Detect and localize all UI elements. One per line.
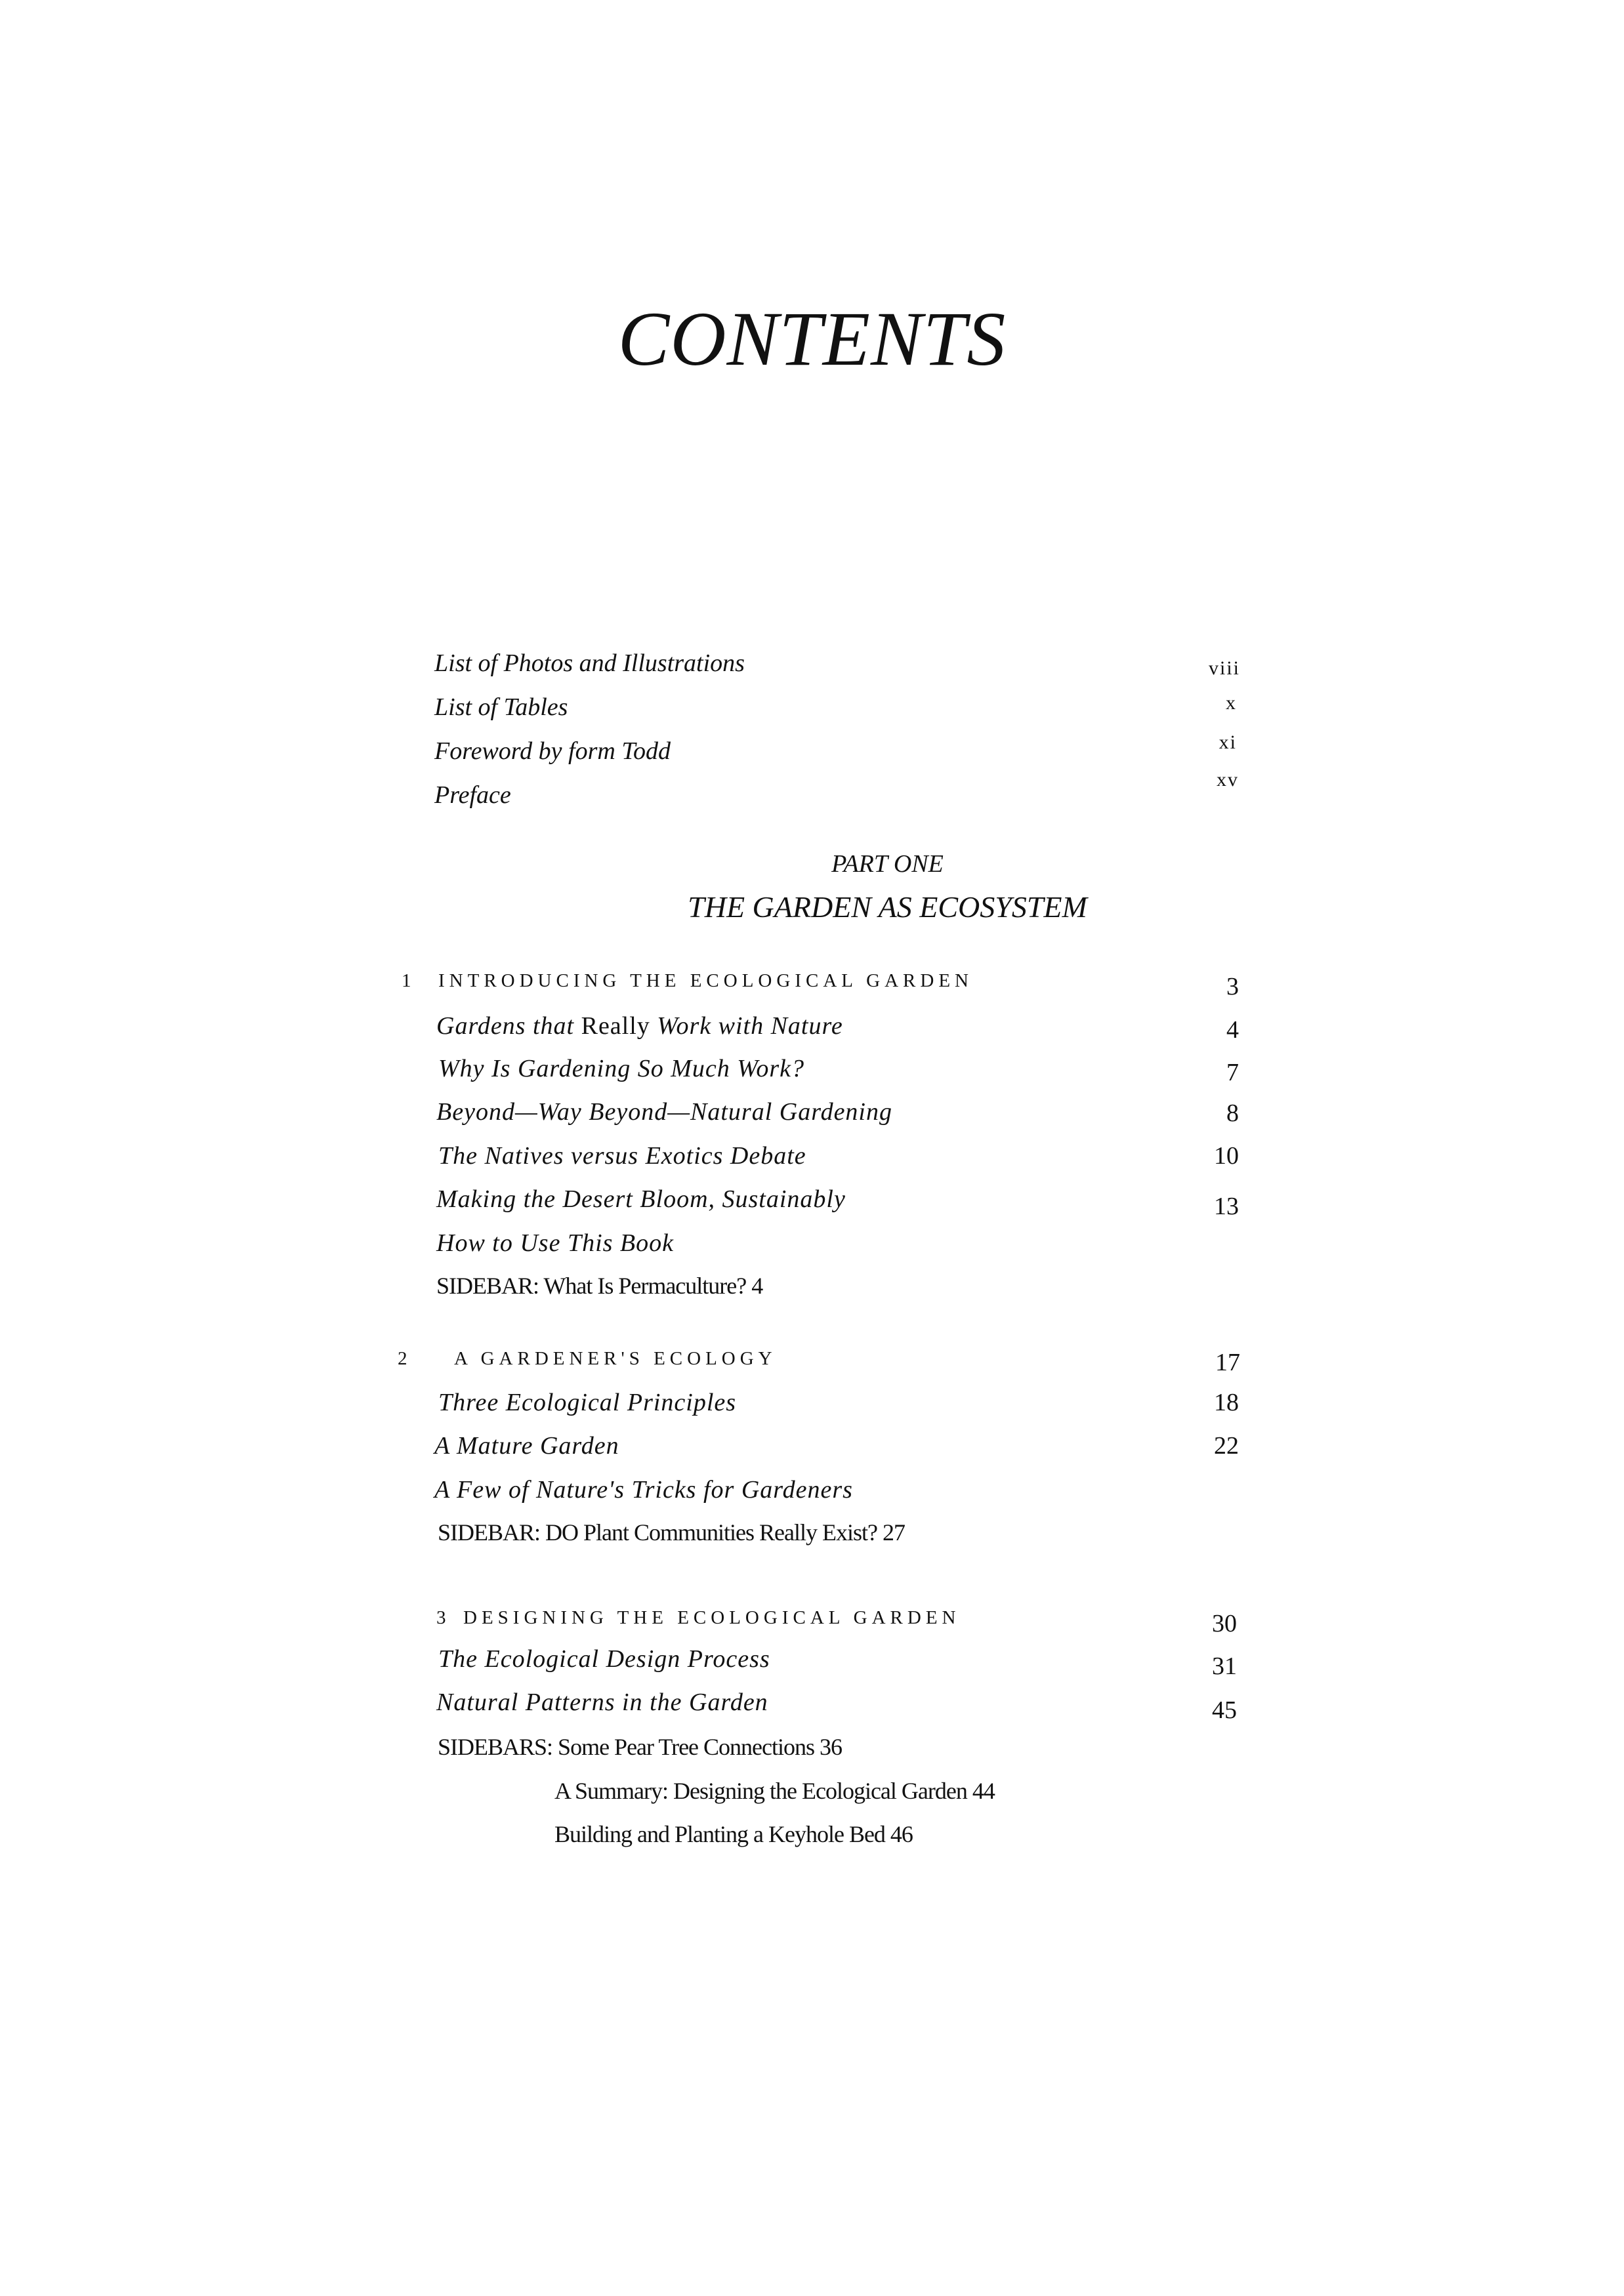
toc-entry: Beyond—Way Beyond—Natural Gardening [436, 1098, 892, 1126]
toc-entry-page: 18 [1214, 1389, 1239, 1416]
toc-entry-page: 7 [1226, 1059, 1239, 1086]
toc-entry-page: 45 [1212, 1696, 1237, 1724]
toc-entry-page: 22 [1214, 1432, 1239, 1460]
chapter-page: 30 [1212, 1610, 1237, 1637]
toc-entry-page: 13 [1214, 1193, 1239, 1220]
front-matter-label: List of Photos and Illustrations [434, 649, 745, 677]
front-matter-label: Foreword by form Todd [434, 737, 671, 765]
front-matter-page: xi [1218, 731, 1237, 753]
toc-entry: Why Is Gardening So Much Work? [438, 1055, 805, 1082]
toc-entry-text: Gardens that [436, 1012, 581, 1040]
chapter-page: 3 [1226, 973, 1239, 1000]
part-title: THE GARDEN AS ECOSYSTEM [688, 890, 1087, 924]
front-matter-label: List of Tables [434, 693, 568, 721]
sidebar-entry: SIDEBARS: Some Pear Tree Connections 36 [438, 1734, 843, 1760]
front-matter-page: xv [1217, 769, 1239, 790]
toc-entry: A Mature Garden [434, 1432, 619, 1460]
toc-entry-emphasis: Really [581, 1012, 650, 1040]
part-label: PART ONE [831, 850, 944, 878]
chapter-number: 3 [436, 1607, 451, 1628]
chapter-title: DESIGNING THE ECOLOGICAL GARDEN [463, 1607, 961, 1628]
chapter-page: 17 [1215, 1349, 1240, 1376]
toc-entry: Making the Desert Bloom, Sustainably [436, 1185, 846, 1213]
toc-entry: Natural Patterns in the Garden [436, 1689, 768, 1716]
chapter-title: INTRODUCING THE ECOLOGICAL GARDEN [438, 970, 973, 991]
front-matter-page: viii [1208, 657, 1240, 679]
front-matter-page: x [1226, 692, 1237, 714]
toc-entry: The Natives versus Exotics Debate [438, 1142, 806, 1170]
chapter-title: A GARDENER'S ECOLOGY [454, 1348, 777, 1369]
toc-entry [436, 1014, 843, 1038]
front-matter-label: Preface [434, 781, 511, 809]
toc-entry: A Few of Nature's Tricks for Gardeners [434, 1476, 853, 1504]
toc-entry-page: 10 [1214, 1142, 1239, 1170]
chapter-number: 1 [402, 970, 416, 991]
sidebar-entry: Building and Planting a Keyhole Bed 46 [554, 1821, 913, 1847]
page-title: CONTENTS [617, 296, 1007, 382]
chapter-number: 2 [398, 1348, 412, 1369]
toc-entry-page: 8 [1226, 1099, 1239, 1127]
toc-entry: The Ecological Design Process [438, 1645, 770, 1673]
sidebar-entry: SIDEBAR: DO Plant Communities Really Exist? 27 [438, 1519, 905, 1546]
toc-entry: Three Ecological Principles [438, 1389, 737, 1416]
toc-entry: How to Use This Book [436, 1229, 674, 1257]
sidebar-entry: A Summary: Designing the Ecological Garden 44 [554, 1778, 995, 1804]
toc-entry-page: 4 [1226, 1016, 1239, 1044]
toc-entry-page: 31 [1212, 1652, 1237, 1680]
toc-entry-text: Work with Nature [650, 1012, 843, 1040]
sidebar-entry: SIDEBAR: What Is Permaculture? 4 [436, 1273, 763, 1299]
